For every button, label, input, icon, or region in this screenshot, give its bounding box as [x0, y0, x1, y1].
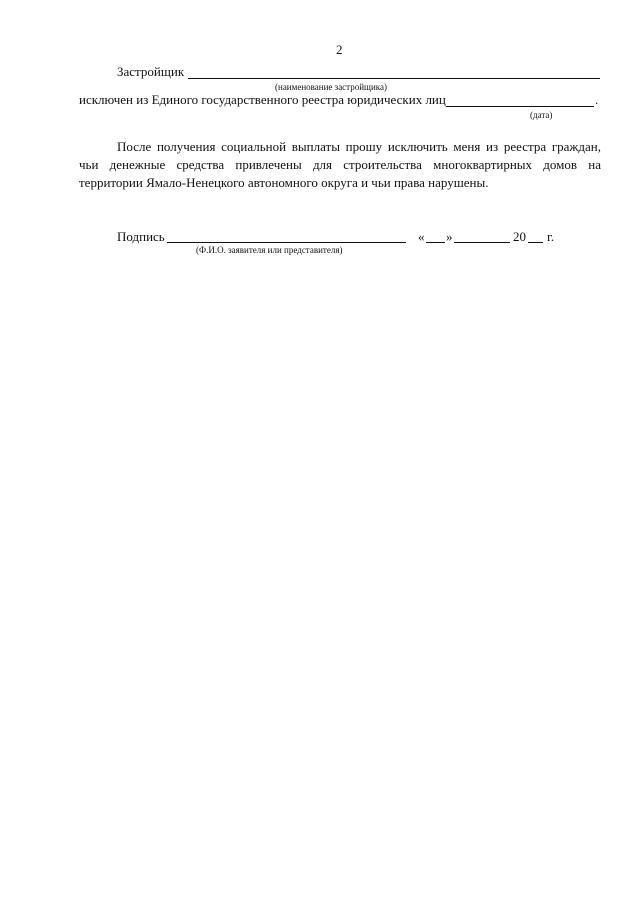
page-number: 2: [336, 42, 343, 57]
signature-caption: (Ф.И.О. заявителя или представителя): [196, 245, 343, 255]
exclusion-date-caption: (дата): [530, 110, 553, 120]
request-paragraph: [79, 138, 601, 192]
exclusion-date-field[interactable]: [446, 106, 594, 107]
date-quote-open: «: [418, 229, 425, 244]
date-year-suffix: г.: [547, 229, 555, 244]
excluded-text: исключен из Единого государственного реестра юридических лиц: [79, 92, 446, 107]
signature-field[interactable]: [167, 242, 406, 243]
date-month-field[interactable]: [454, 242, 510, 243]
developer-name-field[interactable]: [188, 78, 600, 79]
developer-label: Застройщик: [117, 64, 185, 79]
date-day-field[interactable]: [426, 242, 445, 243]
excluded-end-punct: .: [595, 92, 599, 107]
request-line-2: чьи денежные средства привлечены для строительства многоквартирных домов на: [79, 157, 601, 172]
date-quote-close: »: [446, 229, 453, 244]
request-line-3: территории Ямало-Ненецкого автономного округа и чьи права нарушены.: [79, 175, 489, 190]
developer-name-caption: (наименование застройщика): [275, 82, 388, 92]
date-year-prefix: 20: [513, 229, 526, 244]
signature-label: Подпись: [117, 229, 165, 244]
date-year-field[interactable]: [528, 242, 543, 243]
request-line-1: После получения социальной выплаты прошу исключить меня из реестра граждан,: [117, 139, 601, 154]
